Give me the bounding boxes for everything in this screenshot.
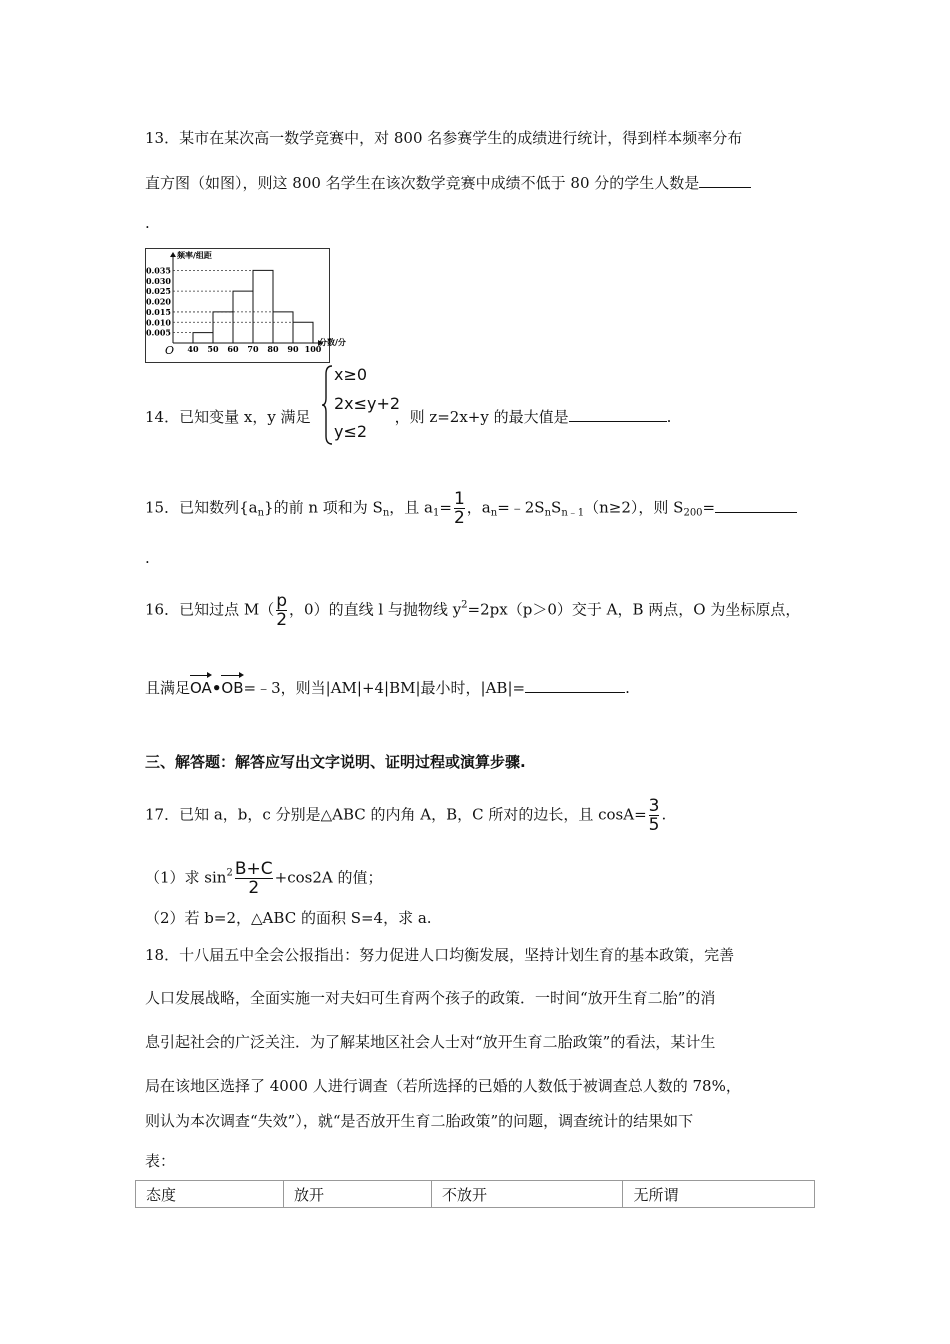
table-cell: 态度 [136,1181,284,1208]
q18-line: 局在该地区选择了 4000 人进行调查（若所选择的已婚的人数低于被调查总人数的 78%， [145,1077,741,1095]
y-tick-label: 0.030 [145,275,171,286]
q15-line [145,490,797,527]
x-axis-label: 分数/分 [319,338,346,347]
q17-part1-fraction [235,860,273,897]
q17-text: 17．已知 a，b，c 分别是△ABC 的内角 A，B，C 所对的边长，且 cosA= [145,805,647,824]
histogram-bar [193,333,213,343]
q15-text: 15．已知数列{a [145,498,258,517]
y-tick-label: 0.020 [145,296,171,307]
q13-line1: 13．某市在某次高一数学竞赛中，对 800 名参赛学生的成绩进行统计，得到样本频率分布 [145,129,743,147]
histogram-bar [253,270,273,343]
q15-text: = [702,498,716,517]
q14-end: . [666,408,672,426]
vector-oa: OA [190,679,212,697]
q16-text: =2px（p＞0）交于 A，B 两点，O 为坐标原点， [467,600,801,619]
q14-inequality-system [322,364,402,446]
q16-denominator: 2 [276,610,288,630]
q15-dot: . [145,549,150,567]
q16-numerator: p [276,591,288,611]
vector-ob: OB [221,679,244,697]
q14-constraint-2: 2x≤y+2 [334,394,401,413]
table-cell: 无所谓 [623,1181,815,1208]
q15-sub: n﹣1 [561,507,585,519]
q15-sub: n [382,507,390,519]
q17-part1-text: +cos2A 的值； [274,868,383,887]
origin-label: O [165,344,175,357]
q18-line: 人口发展战略，全面实施一对夫妇可生育两个孩子的政策．一时间“放开生育二胎”的消 [145,989,716,1007]
q16-answer-blank [525,678,625,693]
histogram-bar [233,291,253,343]
q16-line1 [145,592,800,629]
q15-text: = [439,498,452,517]
q17-part1-numerator: B+C [234,859,273,879]
q14-constraint-3: y≤2 [334,422,368,441]
q14-line [145,407,671,427]
q18-line: 表： [145,1152,176,1170]
table-cell: 不放开 [431,1181,623,1208]
q17-end: . [661,805,667,824]
q16-sup: 2 [461,599,468,611]
y-tick-label: 0.010 [145,317,171,328]
q17-numerator: 3 [648,796,660,816]
q13-line2 [145,173,751,193]
q17-part2: （2）若 b=2，△ABC 的面积 S=4，求 a. [145,909,432,927]
q17-fraction [649,797,660,834]
x-tick-label: 50 [207,344,219,354]
table-cell: 放开 [283,1181,431,1208]
q16-text: 16．已知过点 M（ [145,600,275,619]
q15-sub: n [257,507,265,519]
section-3-heading: 三、解答题：解答应写出文字说明、证明过程或演算步骤. [145,753,526,771]
q14-answer-blank [569,407,667,422]
q18-line: 则认为本次调查“失效”），就“是否放开生育二胎政策”的问题，调查统计的结果如下 [145,1112,694,1130]
q15-text: ，且 a [389,498,433,517]
table-row [136,1181,815,1208]
q15-fraction [454,490,465,527]
q15-answer-blank [715,498,797,513]
q16-line2: 且满足OA•OB=﹣3，则当|AM|+4|BM|最小时，|AB|= . [145,679,630,697]
x-tick-label: 100 [304,344,322,354]
survey-table [135,1180,815,1208]
q17-line1 [145,797,666,834]
histogram-bar [293,322,313,343]
x-tick-label: 90 [287,344,299,354]
q17-part1 [145,860,382,897]
q15-text: }的前 n 项和为 S [264,498,383,517]
q13-line2-text: 直方图（如图），则这 800 名学生在该次数学竞赛中成绩不低于 80 分的学生人数是 [145,174,700,192]
x-tick-label: 60 [227,344,239,354]
q17-part1-text: （1）求 sin [145,868,227,887]
q14-constraint-1: x≥0 [334,365,368,384]
q15-numerator: 1 [453,489,465,509]
q16-text: ，0）的直线 l 与抛物线 y [289,600,462,619]
q15-text: S [551,498,562,517]
y-tick-label: 0.035 [145,265,171,276]
q15-text: =﹣2S [497,498,545,517]
left-brace-icon [322,364,334,446]
q16-text: =﹣3，则当|AM|+4|BM|最小时，|AB|= [243,679,526,697]
q15-denominator: 2 [453,508,465,528]
q15-text: （n≥2），则 S [584,498,684,517]
x-tick-label: 70 [247,344,259,354]
q15-sub: n [544,507,552,519]
q18-line: 18．十八届五中全会公报指出：努力促进人口均衡发展，坚持计划生育的基本政策，完善 [145,946,735,964]
frequency-histogram [145,248,346,363]
q17-sup: 2 [226,867,233,879]
x-tick-label: 40 [187,344,199,354]
q14-suffix: ，则 z=2x+y 的最大值是 [394,408,569,426]
q15-sub: n [490,507,498,519]
q15-sub: 1 [433,507,440,519]
y-tick-label: 0.025 [145,286,171,297]
y-tick-label: 0.005 [145,327,171,338]
histogram-bar [273,312,293,343]
q16-fraction [276,592,287,629]
q18-line: 息引起社会的广泛关注．为了解某地区社会人士对“放开生育二胎政策”的看法，某计生 [145,1033,716,1051]
q17-part1-denominator: 2 [248,878,260,898]
q13-answer-blank [699,173,751,188]
q15-text: ，a [466,498,491,517]
q17-denominator: 5 [648,815,660,835]
histogram-bar [213,312,233,343]
q15-sub: 200 [683,507,703,519]
q14-prefix: 14．已知变量 x，y 满足 [145,408,311,426]
x-tick-label: 80 [267,344,279,354]
y-axis-label: 频率/组距 [177,251,212,260]
q16-end: . [625,679,630,697]
q13-line3: . [145,214,150,232]
q16-text: 且满足 [145,679,191,697]
y-axis-arrow-icon [170,252,176,257]
y-tick-label: 0.015 [145,306,171,317]
